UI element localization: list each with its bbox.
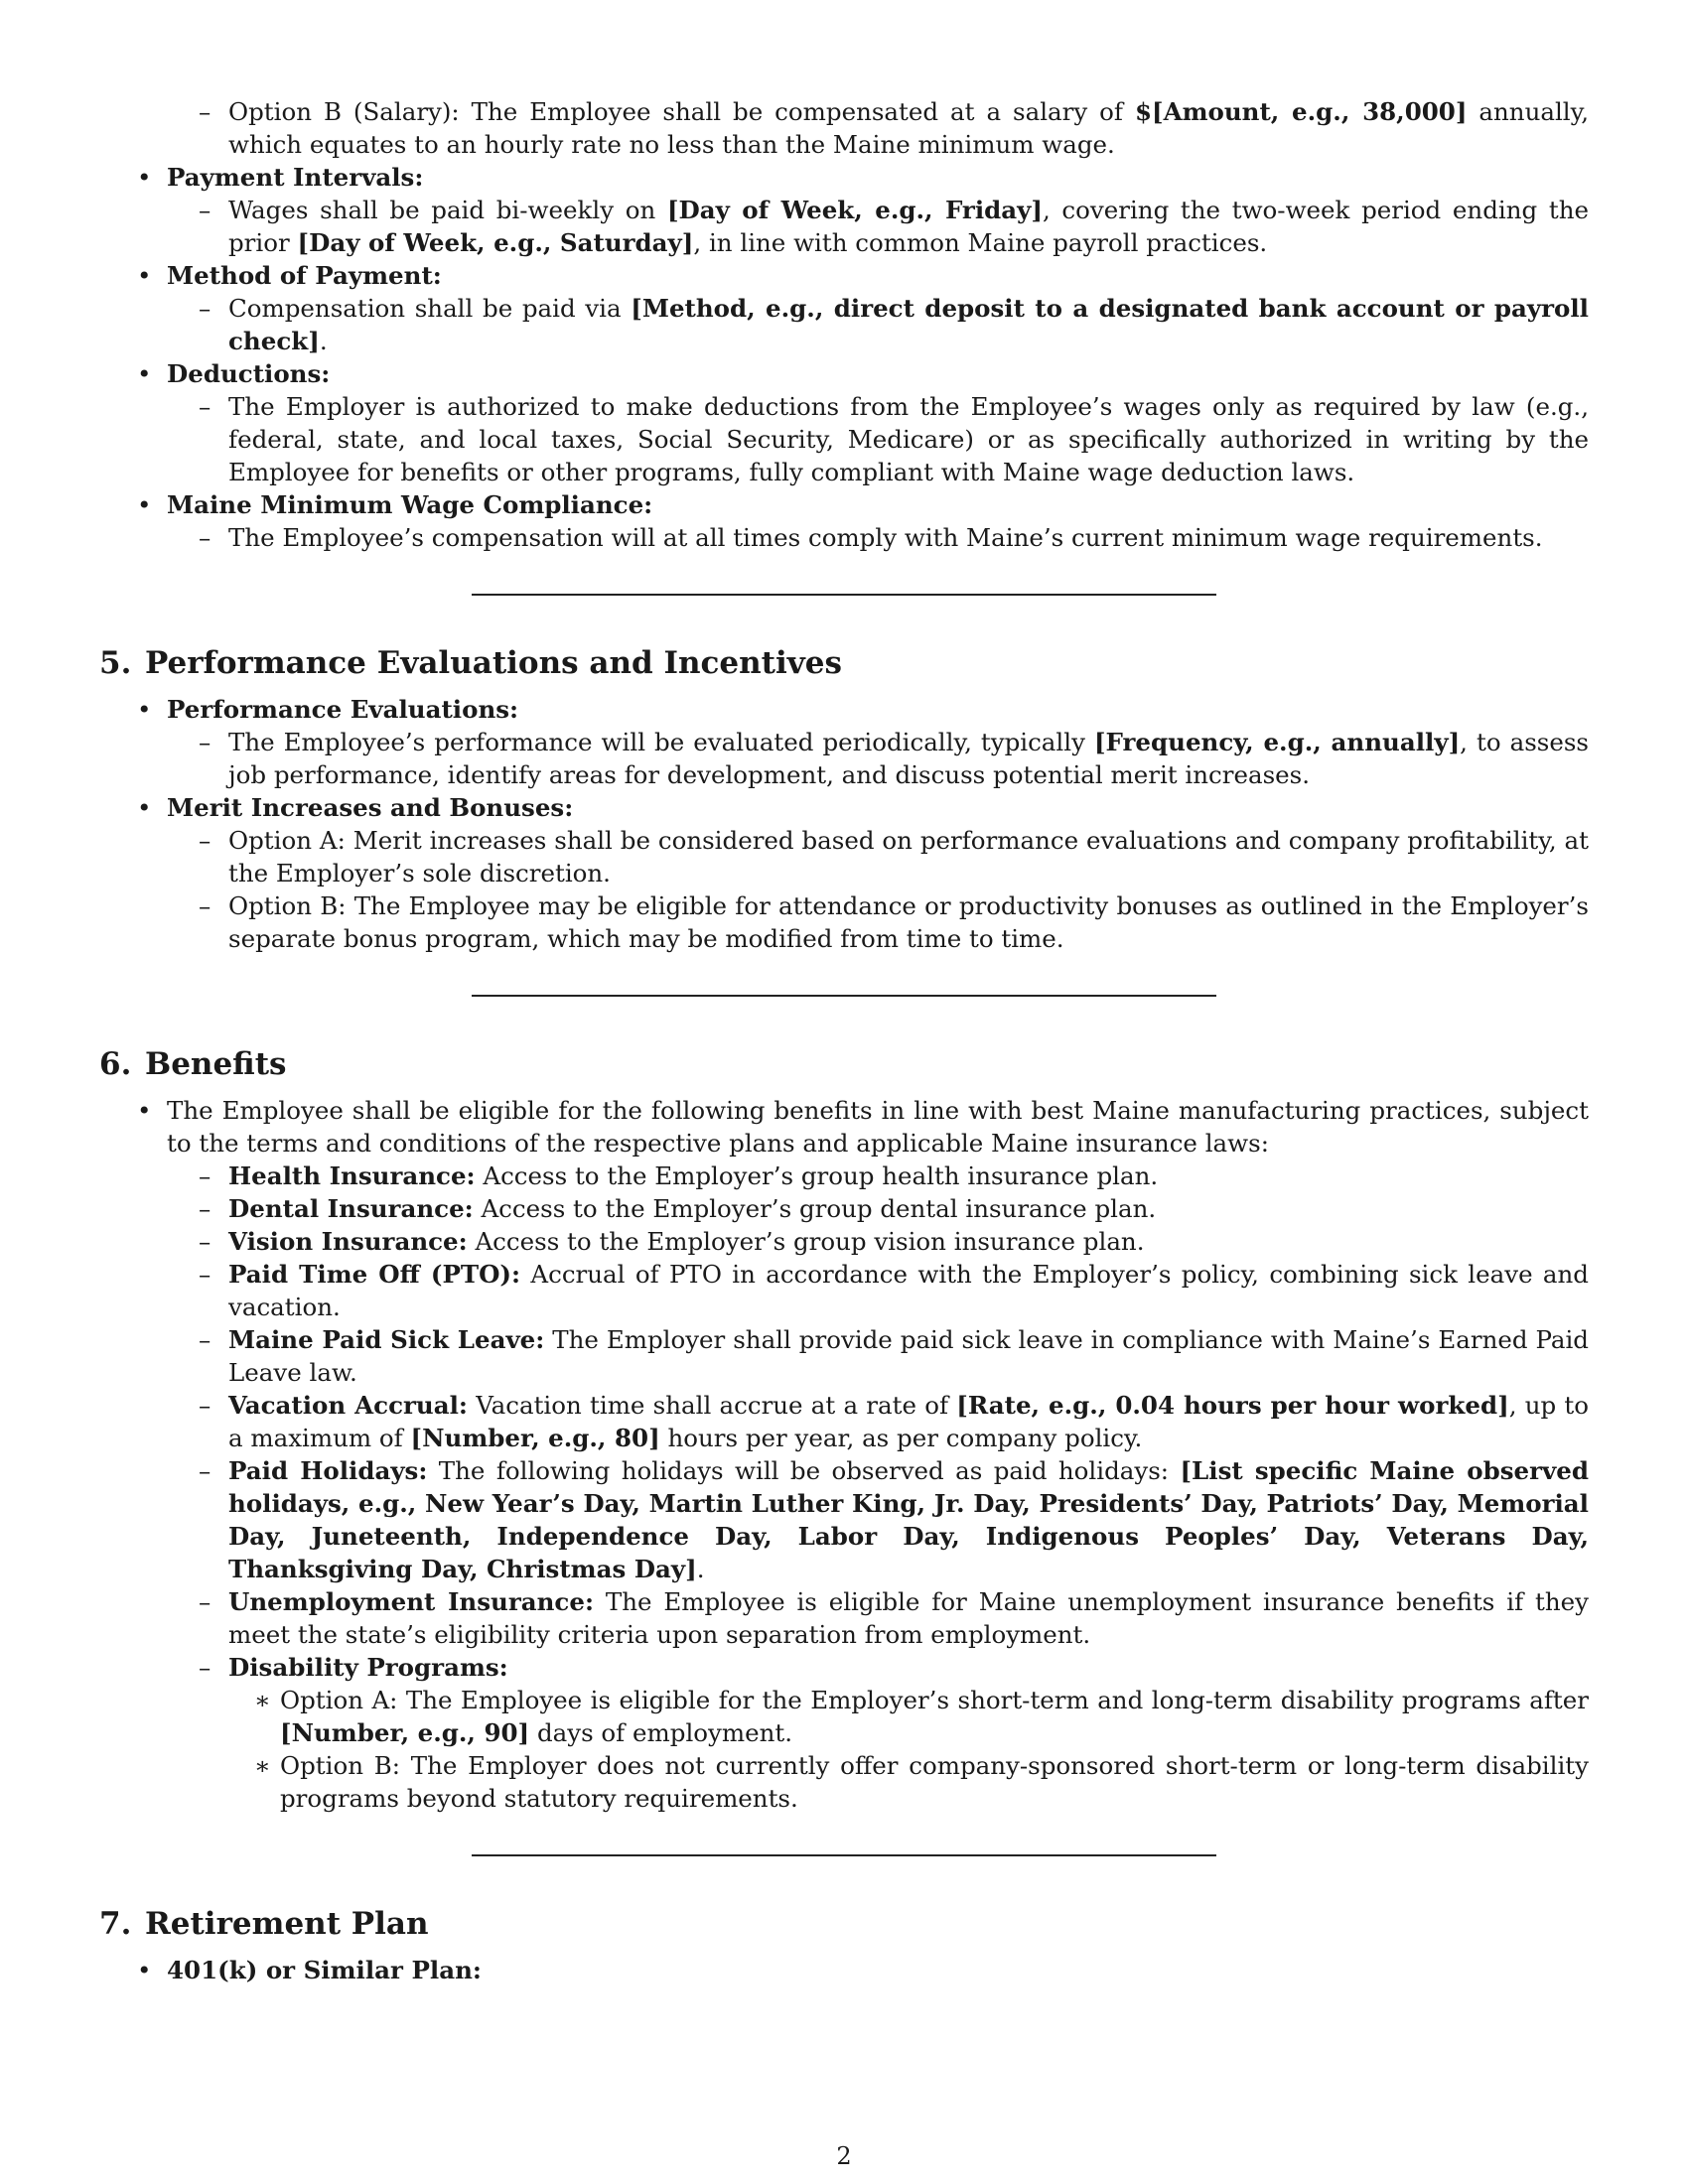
retirement-plan-title: 401(k) or Similar Plan: bbox=[167, 1956, 482, 1984]
payment-terms-list bbox=[99, 161, 1589, 554]
section-divider bbox=[472, 995, 1216, 997]
deductions-item bbox=[167, 357, 1589, 488]
section-divider bbox=[472, 594, 1216, 596]
benefits-intro: The Employee shall be eligible for the following benefits in line with best Maine manufacturing practices, subject to the terms and conditions of the respective plans and applicable Maine insurance laws: bbox=[167, 1096, 1589, 1158]
min-wage-text: – The Employee’s compensation will at all times comply with Maine’s current minimum wage requirements. bbox=[228, 521, 1589, 554]
performance-evaluations-text: – The Employee’s performance will be evaluated periodically, typically [Frequency, e.g., annually], to assess job performance, identify areas for development, and discuss potential merit increases. bbox=[228, 726, 1589, 791]
merit-option-b: – Option B: The Employee may be eligible for attendance or productivity bonuses as outlined in the Employer’s separate bonus program, which may be modified from time to time. bbox=[228, 889, 1589, 955]
merit-option-a: – Option A: Merit increases shall be considered based on performance evaluations and company profitability, at the Employer’s sole discretion. bbox=[228, 824, 1589, 889]
page-number: 2 bbox=[836, 2142, 852, 2170]
section-5-heading: 5. Performance Evaluations and Incentives bbox=[99, 645, 842, 681]
merit-increases-item bbox=[167, 791, 1589, 955]
payment-intervals-item bbox=[167, 161, 1589, 259]
vision-insurance-item: – Vision Insurance: Access to the Employer’s group vision insurance plan. bbox=[228, 1225, 1589, 1258]
sick-leave-item: – Maine Paid Sick Leave: The Employer shall provide paid sick leave in compliance with Maine’s Earned Paid Leave law. bbox=[228, 1323, 1589, 1389]
section-divider bbox=[472, 1854, 1216, 1856]
disability-programs-title: Disability Programs: bbox=[228, 1653, 508, 1682]
document-content bbox=[99, 95, 1589, 1986]
deductions-title: Deductions: bbox=[167, 359, 331, 388]
performance-evaluations-title: Performance Evaluations: bbox=[167, 695, 519, 724]
merit-increases-title: Merit Increases and Bonuses: bbox=[167, 793, 574, 822]
min-wage-item bbox=[167, 488, 1589, 554]
section-6-heading: 6. Benefits bbox=[99, 1046, 287, 1082]
section-7-list bbox=[99, 1954, 1589, 1986]
health-insurance-item: – Health Insurance: Access to the Employer’s group health insurance plan. bbox=[228, 1160, 1589, 1192]
pto-item: – Paid Time Off (PTO): Accrual of PTO in accordance with the Employer’s policy, combining sick leave and vacation. bbox=[228, 1258, 1589, 1323]
paid-holidays-item: – Paid Holidays: The following holidays will be observed as paid holidays: [List specific Maine observed holidays, e.g., New Year’s Day, Martin Luther King, Jr. Day, Presidents’ Day, Patriots’ Day, Memorial Day, Juneteenth, Independence Day, Labor Day, Indigenous Peoples’ Day, Veterans Day, Thanksgiving Day, Christmas Day]. bbox=[228, 1454, 1589, 1585]
section-7-heading: 7. Retirement Plan bbox=[99, 1906, 429, 1942]
unemployment-insurance-item: – Unemployment Insurance: The Employee is eligible for Maine unemployment insurance benefits if they meet the state’s eligibility criteria upon separation from employment. bbox=[228, 1585, 1589, 1651]
method-of-payment-item bbox=[167, 259, 1589, 357]
disability-programs-item bbox=[228, 1651, 1589, 1815]
compensation-list bbox=[99, 95, 1589, 161]
retirement-plan-item bbox=[167, 1954, 1589, 1986]
salary-option-b: – Option B (Salary): The Employee shall be compensated at a salary of $[Amount, e.g., 38,000] annually, which equates to an hourly rate no less than the Maine minimum wage. bbox=[228, 95, 1589, 161]
section-6-list bbox=[99, 1094, 1589, 1815]
deductions-text: – The Employer is authorized to make deductions from the Employee’s wages only as required by law (e.g., federal, state, and local taxes, Social Security, Medicare) or as specifically authorized in writing by the Employee for benefits or other programs, fully compliant with Maine wage deduction laws. bbox=[228, 390, 1589, 488]
disability-option-a: ∗ Option A: The Employee is eligible for the Employer’s short-term and long-term disability programs after [Number, e.g., 90] days of employment. bbox=[280, 1684, 1589, 1749]
payment-intervals-text: – Wages shall be paid bi-weekly on [Day of Week, e.g., Friday], covering the two-week period ending the prior [Day of Week, e.g., Saturday], in line with common Maine payroll practices. bbox=[228, 194, 1589, 259]
compensation-continued bbox=[167, 95, 1589, 161]
vacation-accrual-item: – Vacation Accrual: Vacation time shall accrue at a rate of [Rate, e.g., 0.04 hours per hour worked], up to a maximum of [Number, e.g., 80] hours per year, as per company policy. bbox=[228, 1389, 1589, 1454]
dental-insurance-item: – Dental Insurance: Access to the Employer’s group dental insurance plan. bbox=[228, 1192, 1589, 1225]
payment-intervals-title: Payment Intervals: bbox=[167, 163, 424, 192]
section-5-list bbox=[99, 693, 1589, 955]
disability-option-b: ∗ Option B: The Employer does not currently offer company-sponsored short-term or long-term disability programs beyond statutory requirements. bbox=[280, 1749, 1589, 1815]
method-of-payment-text: – Compensation shall be paid via [Method, e.g., direct deposit to a designated bank account or payroll check]. bbox=[228, 292, 1589, 357]
method-of-payment-title: Method of Payment: bbox=[167, 261, 442, 290]
benefits-intro-item bbox=[167, 1094, 1589, 1815]
performance-evaluations-item bbox=[167, 693, 1589, 791]
min-wage-title: Maine Minimum Wage Compliance: bbox=[167, 490, 653, 519]
salary-amount-placeholder: $[Amount, e.g., 38,000] bbox=[1134, 97, 1468, 126]
